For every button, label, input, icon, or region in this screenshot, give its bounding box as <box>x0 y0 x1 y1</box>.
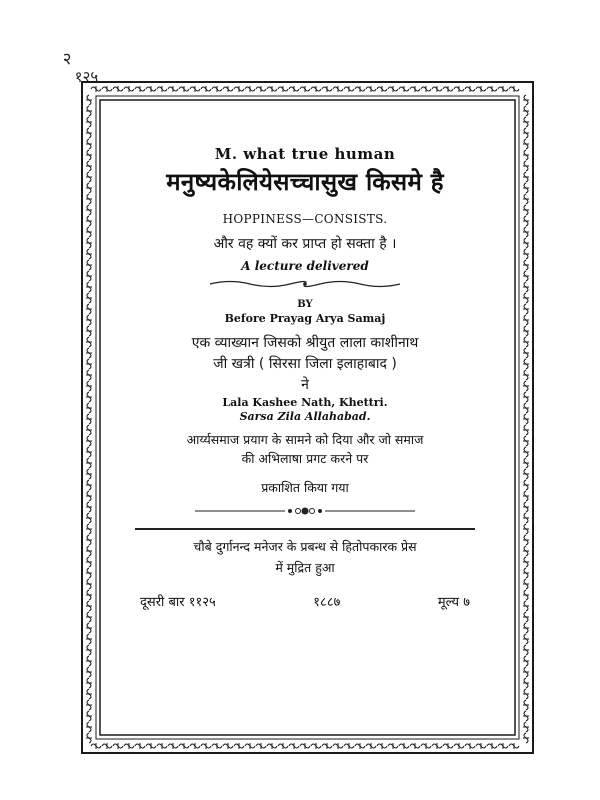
margin-note-1: २ <box>61 49 73 70</box>
title-block <box>120 145 490 610</box>
margin-note-2: १२५ <box>74 67 99 86</box>
year-label: १८८७ <box>313 595 341 610</box>
edition-row <box>140 592 470 610</box>
hindi-line-5: आर्य्यसमाज प्रयाग के सामने को दिया और जो समाज <box>186 432 424 447</box>
hindi-title: मनुष्यकेलियेसच्चासुख किसमे है <box>166 168 444 196</box>
by-label: BY <box>297 299 313 310</box>
wavy-divider-icon <box>205 279 405 289</box>
hindi-line-4: जी खत्री ( सिरसा जिला इलाहाबाद ) <box>213 356 397 372</box>
hindi-line-6: की अभिलाषा प्रगट करने पर <box>241 451 369 466</box>
place-line: Sarsa Zila Allahabad. <box>239 410 371 423</box>
english-title-line-2: HOPPINESS—CONSISTS. <box>222 212 388 226</box>
horizontal-rule <box>135 528 475 530</box>
press-line-1: चौबे दुर्गानन्द मनेजर के प्रबन्ध से हितोपकारक प्रेस <box>193 539 417 554</box>
hindi-line-3: एक व्याख्यान जिसको श्रीयुत लाला काशीनाथ <box>191 335 419 351</box>
hindi-ne: ने <box>301 377 309 393</box>
before-line: Before Prayag Arya Samaj <box>224 312 386 325</box>
english-title-line-1: M. what true human <box>214 145 396 163</box>
author-line: Lala Kashee Nath, Khettri. <box>222 396 388 409</box>
hindi-subtitle: और वह क्यों कर प्राप्त हो सक्ता है । <box>213 236 397 252</box>
press-line-2: में मुद्रित हुआ <box>275 560 335 575</box>
edition-label: दूसरी बार ११२५ <box>140 595 216 610</box>
ornament-divider-icon <box>190 504 420 518</box>
price-label: मूल्य ७ <box>437 595 470 610</box>
lecture-line: A lecture delivered <box>241 259 369 273</box>
hindi-line-7: प्रकाशित किया गया <box>261 480 349 495</box>
